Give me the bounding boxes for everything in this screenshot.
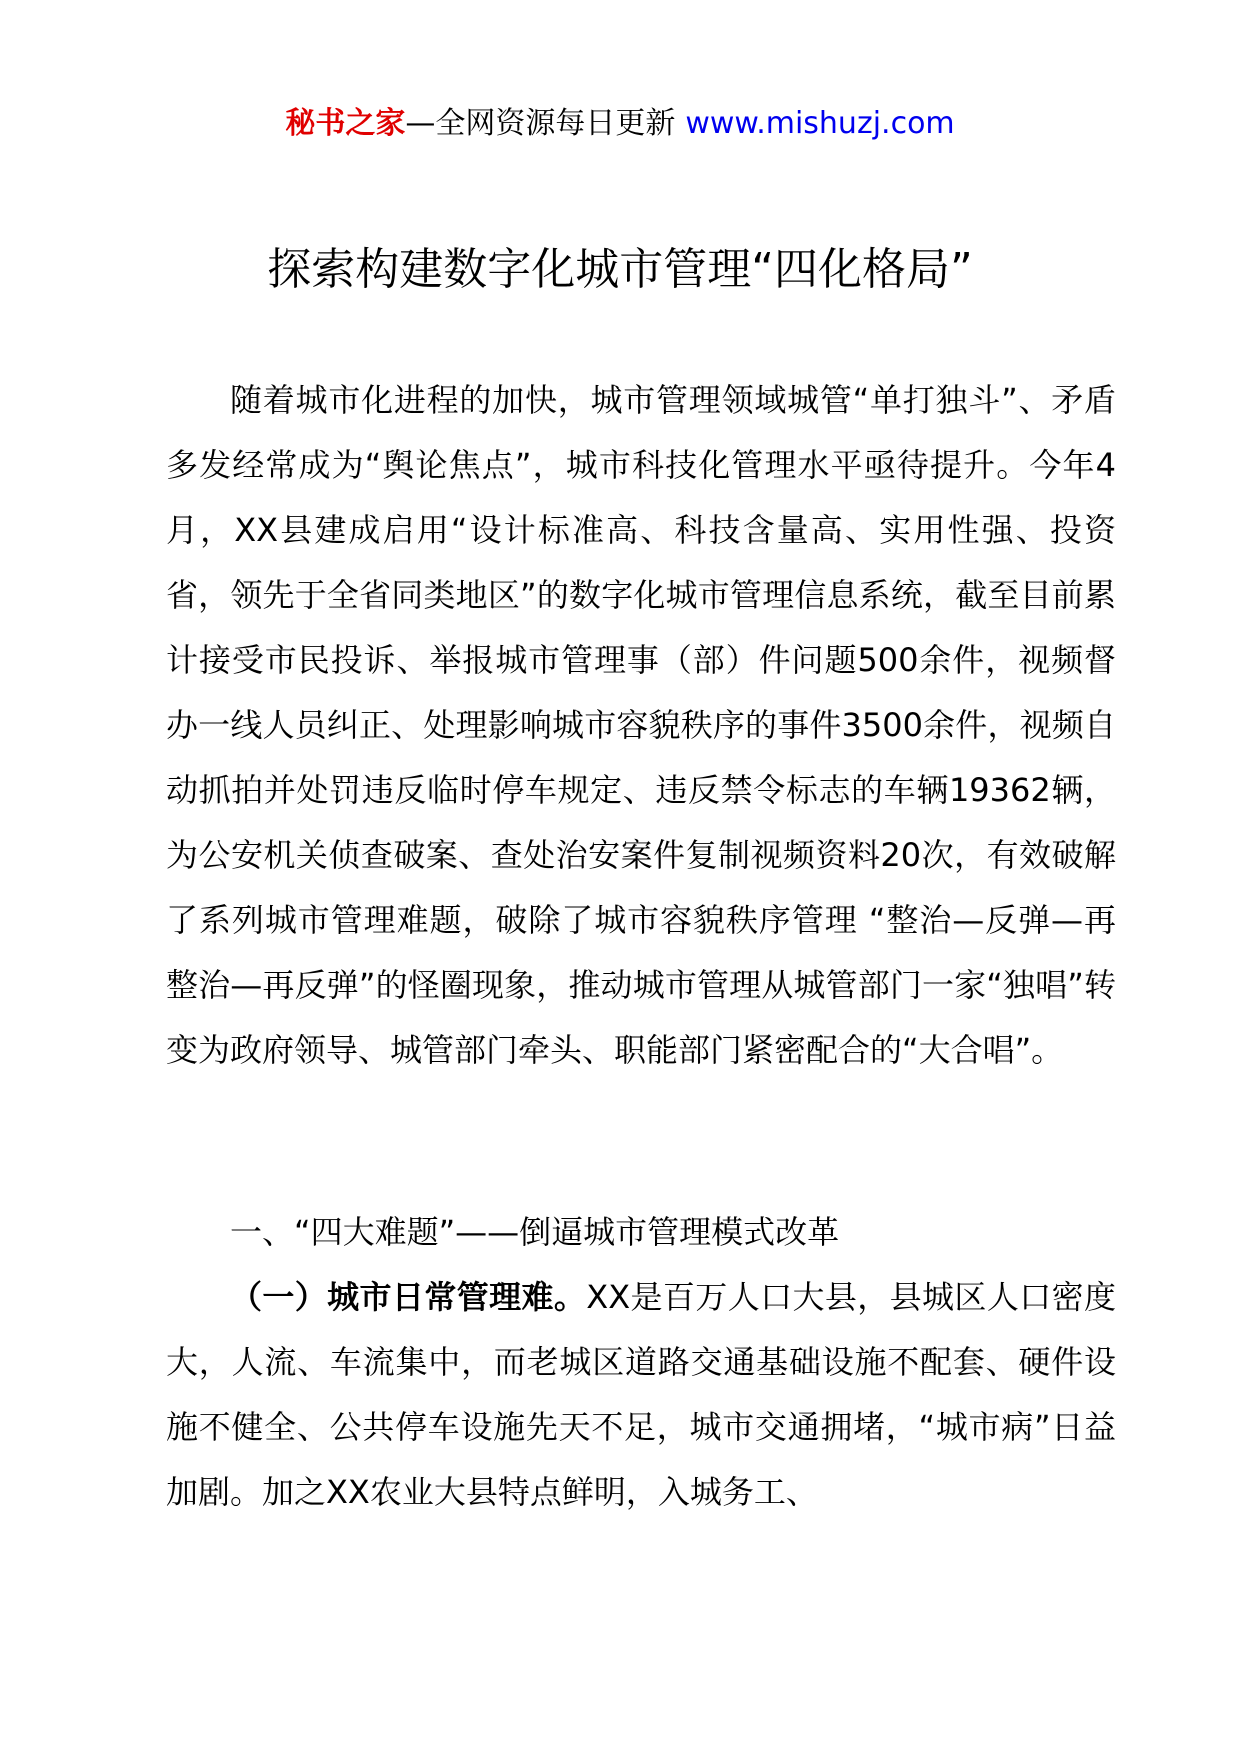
site-header: [0, 104, 1240, 144]
section-heading: 一、“四大难题”——倒逼城市管理模式改革: [230, 1213, 840, 1251]
subsection-text: XX是百万人口大县，县城区人口密度大，人流、车流集中，而老城区道路交通基础设施不配套、硬件设施不健全、公共停车设施先天不足，城市交通拥堵，“城市病”日益加剧。加之XX农业大县特点鲜明，入城务工、: [166, 1278, 1116, 1511]
subsection-paragraph: [166, 1265, 1116, 1525]
intro-paragraph: 随着城市化进程的加快，城市管理领域城管“单打独斗”、矛盾多发经常成为“舆论焦点”，城市科技化管理水平亟待提升。今年4月，XX县建成启用“设计标准高、科技含量高、实用性强、投资省，领先于全省同类地区”的数字化城市管理信息系统，截至目前累计接受市民投诉、举报城市管理事（部）件问题500余件，视频督办一线人员纠正、处理影响城市容貌秩序的事件3500余件，视频自动抓拍并处罚违反临时停车规定、违反禁令标志的车辆19362辆，为公安机关侦查破案、查处治安案件复制视频资料20次，有效破解了系列城市管理难题，破除了城市容貌秩序管理 “整治—反弹—再整治—再反弹”的怪圈现象，推动城市管理从城管部门一家“独唱”转变为政府领导、城管部门牵头、职能部门紧密配合的“大合唱”。: [166, 381, 1116, 1069]
subsection-heading: （一）城市日常管理难。: [230, 1278, 587, 1316]
site-url-link[interactable]: www.mishuzj.com: [685, 106, 955, 141]
site-slogan: —全网资源每日更新: [405, 106, 676, 141]
document-title: 探索构建数字化城市管理“四化格局”: [267, 244, 973, 295]
site-brand: 秘书之家: [285, 106, 406, 141]
